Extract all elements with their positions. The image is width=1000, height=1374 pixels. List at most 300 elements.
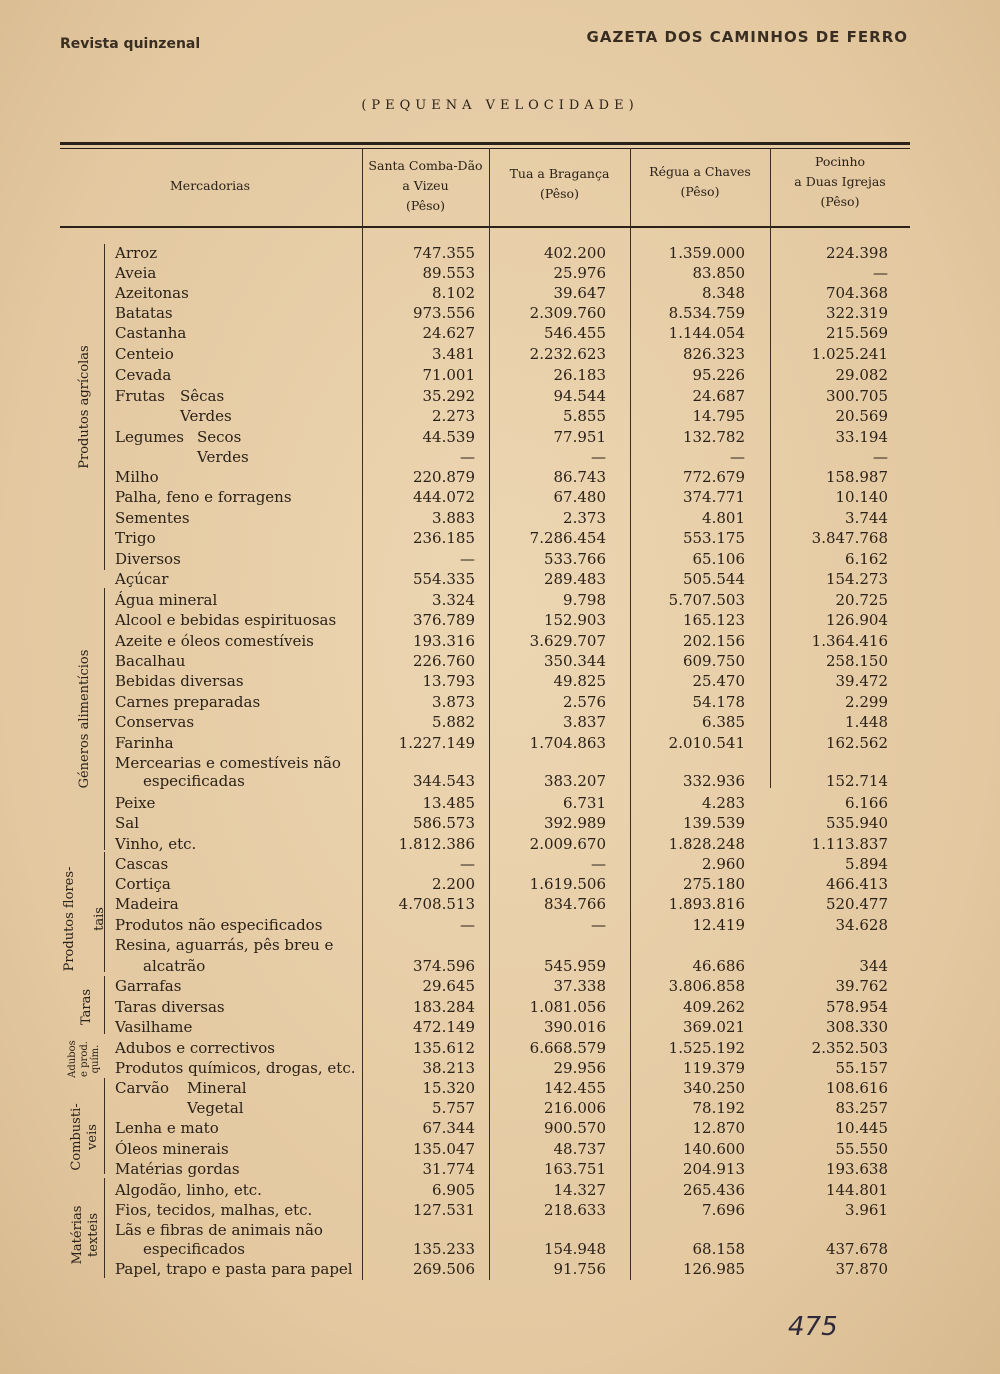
cell-value: 71.001	[422, 366, 475, 384]
table-row	[115, 569, 895, 589]
cell-value: 135.233	[412, 1240, 475, 1258]
cell-value: 67.480	[553, 488, 606, 506]
cell-value: 6.162	[845, 550, 888, 568]
cell-value: 392.989	[543, 814, 606, 832]
cell-value: 2.200	[432, 875, 475, 893]
table-row	[115, 1118, 895, 1138]
cell-value: 1.619.506	[529, 875, 606, 893]
table-row	[115, 303, 895, 323]
row-label: Vinho, etc.	[115, 835, 197, 853]
row-label: Castanha	[115, 324, 187, 342]
cell-value: 49.825	[553, 672, 606, 690]
cell-value: 533.766	[543, 550, 606, 568]
cell-value: 269.506	[412, 1260, 475, 1278]
col-header-pocinho: Pocinho a Duas Igrejas (Pêso)	[794, 154, 886, 209]
row-label: Resina, aguarrás, pês breu e	[115, 936, 334, 954]
row-label: Sementes	[115, 509, 190, 527]
cell-value: 1.025.241	[811, 345, 888, 363]
table-row	[115, 427, 895, 447]
cell-value: 340.250	[682, 1079, 745, 1097]
group-brace	[104, 244, 111, 570]
cell-value: 126.985	[682, 1260, 745, 1278]
row-sublabel: Sêcas	[180, 387, 225, 405]
cell-value: 236.185	[412, 529, 475, 547]
cell-value: 344	[859, 957, 888, 975]
cell-value: 44.539	[422, 428, 475, 446]
row-label: Legumes	[115, 428, 184, 446]
table-row	[115, 793, 895, 813]
cell-value: 154.948	[543, 1240, 606, 1258]
table-row	[115, 813, 895, 833]
cell-value: —	[873, 264, 888, 282]
cell-value: 204.913	[682, 1160, 745, 1178]
col-header-mercadorias: Mercadorias	[170, 178, 250, 193]
row-label: Fios, tecidos, malhas, etc.	[115, 1201, 313, 1219]
cell-value: 108.616	[825, 1079, 888, 1097]
cell-value: 369.021	[682, 1018, 745, 1036]
table-row	[115, 1180, 895, 1200]
row-label: Frutas	[115, 387, 165, 405]
cell-value: 4.708.513	[398, 895, 475, 913]
table-row	[115, 263, 895, 283]
table-row	[115, 854, 895, 874]
cell-value: 162.562	[825, 734, 888, 752]
col-header-regua: Régua a Chaves (Pêso)	[649, 164, 751, 199]
col-header-santa-comba: Santa Comba-Dão a Vizeu (Pêso)	[368, 158, 483, 213]
cell-value: 24.687	[692, 387, 745, 405]
group-label-combustiveis: Combusti-	[69, 1103, 84, 1171]
cell-value: 409.262	[682, 998, 745, 1016]
cell-value: —	[460, 855, 475, 873]
cell-value: 46.686	[692, 957, 745, 975]
cell-value: 152.714	[825, 772, 888, 790]
row-sublabel: Mineral	[187, 1079, 247, 1097]
cell-value: 216.006	[543, 1099, 606, 1117]
cell-value: 163.751	[543, 1160, 606, 1178]
cell-value: 13.793	[422, 672, 475, 690]
cell-value: 466.413	[825, 875, 888, 893]
cell-value: 29.082	[835, 366, 888, 384]
cell-value: 10.140	[835, 488, 888, 506]
table-row	[115, 1220, 895, 1240]
group-label-florestais-2: tais	[92, 907, 107, 931]
row-label: Taras diversas	[115, 998, 225, 1016]
cell-value: —	[730, 448, 745, 466]
header-bottom-rule	[60, 226, 910, 228]
row-label: Carnes preparadas	[115, 693, 261, 711]
cell-value: 215.569	[825, 324, 888, 342]
cell-value: 578.954	[825, 998, 888, 1016]
cell-value: 218.633	[543, 1201, 606, 1219]
cell-value: 89.553	[422, 264, 475, 282]
table-row	[115, 365, 895, 385]
cell-value: 193.316	[412, 632, 475, 650]
cell-value: 437.678	[825, 1240, 888, 1258]
row-label: Lenha e mato	[115, 1119, 219, 1137]
cell-value: 1.828.248	[668, 835, 745, 853]
row-label: Arroz	[115, 244, 158, 262]
cell-value: 834.766	[543, 895, 606, 913]
cell-value: 265.436	[682, 1181, 745, 1199]
row-label: Óleos minerais	[115, 1140, 229, 1158]
cell-value: 78.192	[692, 1099, 745, 1117]
cell-value: 374.596	[412, 957, 475, 975]
cell-value: 973.556	[412, 304, 475, 322]
cell-value: 34.628	[835, 916, 888, 934]
table-row	[115, 631, 895, 651]
row-label: Diversos	[115, 550, 181, 568]
cell-value: 20.569	[835, 407, 888, 425]
table-subtitle: (PEQUENA VELOCIDADE)	[361, 98, 639, 113]
cell-value: 258.150	[825, 652, 888, 670]
cell-value: 3.961	[845, 1201, 888, 1219]
table-row	[115, 1038, 895, 1058]
cell-value: 1.812.386	[398, 835, 475, 853]
cell-value: 3.744	[845, 509, 888, 527]
cell-value: 2.232.623	[529, 345, 606, 363]
row-label: Bacalhau	[115, 652, 186, 670]
cell-value: 772.679	[682, 468, 745, 486]
cell-value: 224.398	[825, 244, 888, 262]
cell-value: 704.368	[825, 284, 888, 302]
table-row	[115, 1098, 895, 1118]
cell-value: 14.327	[553, 1181, 606, 1199]
cell-value: 2.373	[563, 509, 606, 527]
row-label: Papel, trapo e pasta para papel	[115, 1260, 353, 1278]
header-left: Revista quinzenal	[60, 36, 201, 52]
cell-value: 37.870	[835, 1260, 888, 1278]
cell-value: 12.419	[692, 916, 745, 934]
cell-value: 2.352.503	[811, 1039, 888, 1057]
table-row	[115, 1078, 895, 1098]
cell-value: 25.470	[692, 672, 745, 690]
cell-value: 535.940	[825, 814, 888, 832]
cell-value: 25.976	[553, 264, 606, 282]
row-sublabel: Verdes	[180, 407, 232, 425]
table-row	[115, 692, 895, 712]
cell-value: 376.789	[412, 611, 475, 629]
group-label-taras: Taras	[79, 988, 94, 1026]
cell-value: 29.645	[422, 977, 475, 995]
cell-value: 26.183	[553, 366, 606, 384]
table-row	[115, 1139, 895, 1159]
table-row	[115, 935, 895, 955]
cell-value: 12.870	[692, 1119, 745, 1137]
cell-value: 6.385	[702, 713, 745, 731]
row-label: Batatas	[115, 304, 173, 322]
cell-value: 152.903	[543, 611, 606, 629]
table-row	[115, 323, 895, 343]
table-row	[115, 549, 895, 569]
cell-value: 505.544	[682, 570, 745, 588]
cell-value: 553.175	[682, 529, 745, 547]
row-label: Cascas	[115, 855, 169, 873]
row-label: Madeira	[115, 895, 179, 913]
table-row	[115, 894, 895, 914]
cell-value: 55.550	[835, 1140, 888, 1158]
table-row	[115, 1200, 895, 1220]
row-label: Peixe	[115, 794, 156, 812]
cell-value: 3.847.768	[811, 529, 888, 547]
cell-value: 29.956	[553, 1059, 606, 1077]
row-label: Trigo	[115, 529, 156, 547]
row-label: Matérias gordas	[115, 1160, 240, 1178]
row-label: Bebidas diversas	[115, 672, 244, 690]
cell-value: 13.485	[422, 794, 475, 812]
cell-value: 39.762	[835, 977, 888, 995]
group-label-materias-texteis-2: texteis	[86, 1213, 101, 1257]
cell-value: 546.455	[543, 324, 606, 342]
group-label-produtos-florestais: Produtos flores-	[62, 866, 77, 972]
cell-value: 1.893.816	[668, 895, 745, 913]
cell-value: 132.782	[682, 428, 745, 446]
row-label: Aveia	[115, 264, 157, 282]
row-label: especificadas	[143, 772, 245, 790]
cell-value: 48.737	[553, 1140, 606, 1158]
cell-value: 1.113.837	[811, 835, 888, 853]
cell-value: 183.284	[412, 998, 475, 1016]
cell-value: 554.335	[412, 570, 475, 588]
cell-value: 332.936	[682, 772, 745, 790]
group-label-generos-alimenticios: Géneros alimentícios	[77, 649, 92, 789]
cell-value: 308.330	[825, 1018, 888, 1036]
cell-value: 2.273	[432, 407, 475, 425]
cell-value: 193.638	[825, 1160, 888, 1178]
cell-value: 3.324	[432, 591, 475, 609]
row-label: Milho	[115, 468, 159, 486]
cell-value: 67.344	[422, 1119, 475, 1137]
cell-value: 83.850	[692, 264, 745, 282]
table-row	[115, 406, 895, 426]
cell-value: 747.355	[412, 244, 475, 262]
row-label: Mercearias e comestíveis não	[115, 754, 341, 772]
row-label: Carvão	[115, 1079, 170, 1097]
table-row	[115, 243, 895, 263]
row-label: Vasilhame	[115, 1018, 193, 1036]
group-brace	[104, 852, 111, 972]
row-label: Farinha	[115, 734, 174, 752]
cell-value: 14.795	[692, 407, 745, 425]
cell-value: 1.359.000	[668, 244, 745, 262]
cell-value: 38.213	[422, 1059, 475, 1077]
table-row	[115, 283, 895, 303]
cell-value: 142.455	[543, 1079, 606, 1097]
table-row	[115, 467, 895, 487]
cell-value: 140.600	[682, 1140, 745, 1158]
cell-value: 3.629.707	[529, 632, 606, 650]
table-row	[115, 834, 895, 854]
group-brace	[104, 1078, 111, 1174]
cell-value: 9.798	[563, 591, 606, 609]
cell-value: 2.010.541	[668, 734, 745, 752]
cell-value: 2.299	[845, 693, 888, 711]
cell-value: 2.309.760	[529, 304, 606, 322]
cell-value: 826.323	[682, 345, 745, 363]
cell-value: —	[460, 550, 475, 568]
table-row	[115, 1058, 895, 1078]
cell-value: 68.158	[692, 1240, 745, 1258]
cell-value: 344.543	[412, 772, 475, 790]
cell-value: 135.047	[412, 1140, 475, 1158]
row-label: Algodão, linho, etc.	[115, 1181, 262, 1199]
cell-value: 158.987	[825, 468, 888, 486]
top-rule	[60, 142, 910, 145]
cell-value: 3.873	[432, 693, 475, 711]
cell-value: 1.525.192	[668, 1039, 745, 1057]
table-row	[115, 771, 895, 791]
cell-value: 390.016	[543, 1018, 606, 1036]
cell-value: 10.445	[835, 1119, 888, 1137]
cell-value: 4.283	[702, 794, 745, 812]
group-label-adubos: Adubos	[67, 1040, 78, 1078]
cell-value: 91.756	[553, 1260, 606, 1278]
cell-value: 20.725	[835, 591, 888, 609]
cell-value: 5.707.503	[668, 591, 745, 609]
cell-value: 95.226	[692, 366, 745, 384]
row-label: alcatrão	[143, 957, 206, 975]
cell-value: —	[460, 448, 475, 466]
table-row	[115, 508, 895, 528]
cell-value: 3.806.858	[668, 977, 745, 995]
row-label: Sal	[115, 814, 140, 832]
table-row	[115, 956, 895, 976]
row-label: Adubos e correctivos	[115, 1039, 275, 1057]
cell-value: —	[873, 448, 888, 466]
cell-value: —	[591, 855, 606, 873]
cell-value: 15.320	[422, 1079, 475, 1097]
cell-value: 374.771	[682, 488, 745, 506]
group-label-adubos-2: e prod.	[79, 1041, 90, 1077]
cell-value: 127.531	[412, 1201, 475, 1219]
header-right: GAZETA DOS CAMINHOS DE FERRO	[586, 28, 908, 46]
cell-value: 586.573	[412, 814, 475, 832]
cell-value: 7.696	[702, 1201, 745, 1219]
cell-value: 220.879	[412, 468, 475, 486]
table-row	[115, 487, 895, 507]
cell-value: 1.144.054	[668, 324, 745, 342]
table-row	[115, 712, 895, 732]
row-label: Lãs e fibras de animais não	[115, 1221, 323, 1239]
table-row	[115, 733, 895, 753]
row-label: Azeitonas	[115, 284, 189, 302]
cell-value: 6.668.579	[529, 1039, 606, 1057]
cell-value: —	[591, 448, 606, 466]
table-row	[115, 997, 895, 1017]
cell-value: 2.960	[702, 855, 745, 873]
cell-value: 39.472	[835, 672, 888, 690]
cell-value: 402.200	[543, 244, 606, 262]
group-label-adubos-3: quím.	[90, 1044, 101, 1074]
group-label-produtos-agricolas: Produtos agrícolas	[77, 345, 92, 469]
row-label: Alcool e bebidas espirituosas	[115, 611, 337, 629]
row-label: Cortiça	[115, 875, 171, 893]
row-sublabel: Vegetal	[187, 1099, 244, 1117]
table-row	[115, 386, 895, 406]
cell-value: 1.448	[845, 713, 888, 731]
table-row	[115, 1259, 895, 1279]
cell-value: 135.612	[412, 1039, 475, 1057]
cell-value: 2.576	[563, 693, 606, 711]
cell-value: 4.801	[702, 509, 745, 527]
table-row	[115, 344, 895, 364]
cell-value: 609.750	[682, 652, 745, 670]
col-header-tua: Tua a Bragança (Pêso)	[509, 166, 610, 201]
cell-value: 226.760	[412, 652, 475, 670]
cell-value: 126.904	[825, 611, 888, 629]
cell-value: 65.106	[692, 550, 745, 568]
cell-value: 94.544	[553, 387, 606, 405]
table-row	[115, 610, 895, 630]
cell-value: 24.627	[422, 324, 475, 342]
cell-value: 383.207	[543, 772, 606, 790]
cell-value: 2.009.670	[529, 835, 606, 853]
cell-value: 37.338	[553, 977, 606, 995]
cell-value: 3.837	[563, 713, 606, 731]
row-label: Produtos químicos, drogas, etc.	[115, 1059, 356, 1077]
cell-value: 86.743	[553, 468, 606, 486]
cell-value: 900.570	[543, 1119, 606, 1137]
cell-value: 31.774	[422, 1160, 475, 1178]
cell-value: 139.539	[682, 814, 745, 832]
row-label: Cevada	[115, 366, 172, 384]
cell-value: 5.757	[432, 1099, 475, 1117]
table-row	[115, 590, 895, 610]
cell-value: 1.704.863	[529, 734, 606, 752]
row-label: Centeio	[115, 345, 174, 363]
cell-value: 5.855	[563, 407, 606, 425]
cell-value: 300.705	[825, 387, 888, 405]
table-row	[115, 528, 895, 548]
cell-value: 3.481	[432, 345, 475, 363]
cell-value: 144.801	[825, 1181, 888, 1199]
table-row	[115, 753, 895, 773]
group-brace	[104, 588, 111, 850]
cell-value: 154.273	[825, 570, 888, 588]
cell-value: —	[460, 916, 475, 934]
cell-value: 119.379	[682, 1059, 745, 1077]
group-brace	[104, 976, 111, 1034]
cell-value: 6.166	[845, 794, 888, 812]
cell-value: 54.178	[692, 693, 745, 711]
table-row	[115, 447, 895, 467]
group-label-materias-texteis: Matérias	[70, 1205, 85, 1265]
cell-value: 1.227.149	[398, 734, 475, 752]
cell-value: 5.882	[432, 713, 475, 731]
cell-value: 3.883	[432, 509, 475, 527]
table-row	[115, 1017, 895, 1037]
cell-value: 444.072	[412, 488, 475, 506]
cell-value: 520.477	[825, 895, 888, 913]
cell-value: 33.194	[835, 428, 888, 446]
group-label-combustiveis-2: veis	[85, 1124, 100, 1150]
cell-value: 1.081.056	[529, 998, 606, 1016]
row-label: especificados	[143, 1240, 245, 1258]
row-sublabel: Secos	[197, 428, 242, 446]
cell-value: 322.319	[825, 304, 888, 322]
cell-value: 289.483	[543, 570, 606, 588]
cell-value: 77.951	[553, 428, 606, 446]
row-label: Produtos não especificados	[115, 916, 323, 934]
cell-value: 8.534.759	[668, 304, 745, 322]
cell-value: 545.959	[543, 957, 606, 975]
table-row	[115, 1239, 895, 1259]
row-label: Conservas	[115, 713, 195, 731]
table-row	[115, 1159, 895, 1179]
row-label: Água mineral	[115, 591, 218, 609]
table-row	[115, 874, 895, 894]
top-rule-thin	[60, 148, 910, 149]
row-label: Palha, feno e forragens	[115, 488, 292, 506]
